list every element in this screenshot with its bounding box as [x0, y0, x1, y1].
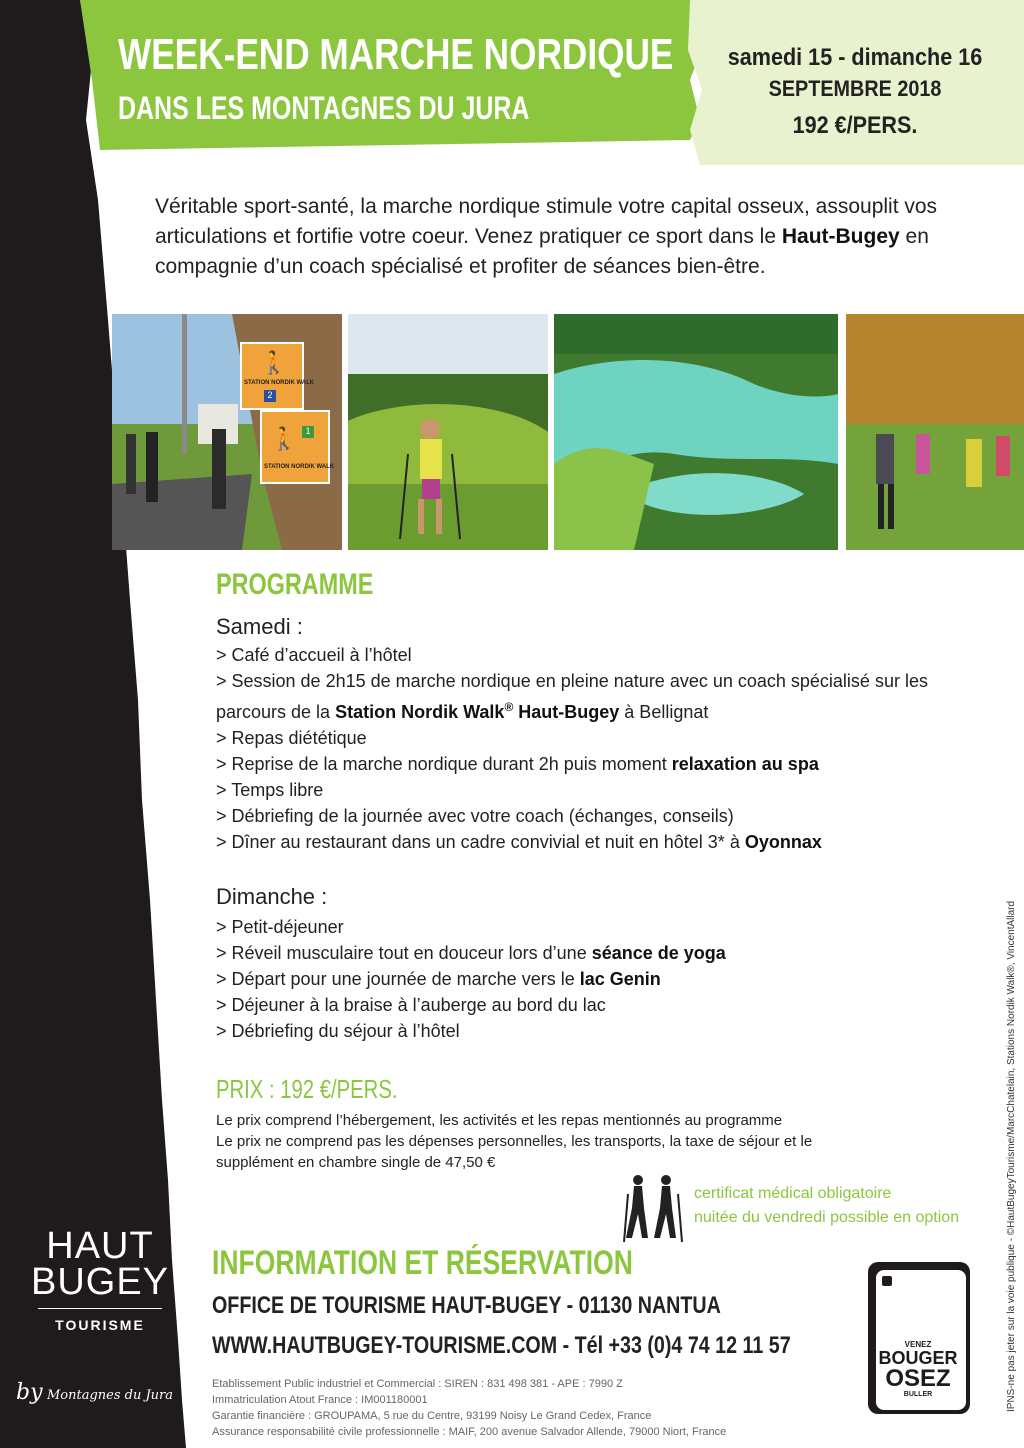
sun-item-3: > Départ pour une journée de marche vers le lac Genin — [216, 969, 661, 989]
photo-woman-illustration — [348, 314, 548, 550]
phone-number: Tél +33 (0)4 74 12 11 57 — [574, 1332, 791, 1359]
contact-line — [212, 1332, 791, 1360]
saturday-list — [216, 642, 1006, 855]
sun-item-4: > Déjeuner à la braise à l’auberge au bord du lac — [216, 995, 606, 1015]
sign-1-title: STATION NORDIK WALK — [244, 380, 315, 386]
walker-icon: 🚶 — [260, 350, 288, 375]
office-address: OFFICE DE TOURISME HAUT-BUGEY - 01130 NANTUA — [212, 1292, 721, 1319]
price-line-3: supplément en chambre single de 47,50 € — [216, 1154, 496, 1171]
logo-montagnes: Montagnes du Jura — [46, 1388, 174, 1403]
sign-1-number: 2 — [264, 390, 276, 402]
venez-bouger-osez-logo — [868, 1262, 970, 1414]
sun-item-5: > Débriefing du séjour à l’hôtel — [216, 1021, 460, 1041]
logo-osez: OSEZ — [885, 1365, 951, 1392]
sign-station-1 — [260, 410, 335, 484]
nordic-walkers-icon — [622, 1172, 684, 1244]
sign-station-2 — [240, 342, 315, 410]
sign-2-number: 1 — [302, 426, 314, 438]
programme-title: PROGRAMME — [216, 568, 374, 601]
logo-square — [882, 1276, 892, 1286]
photo-group-stretching — [846, 314, 1024, 550]
intro-text-2: en compagnie d’un coach spécialisé et profiter de séances bien-être. — [155, 225, 929, 278]
sun-item-2: > Réveil musculaire tout en douceur lors d’une séance de yoga — [216, 943, 726, 963]
haut-bugey-logo — [30, 1225, 170, 1333]
price-line-2: Le prix ne comprend pas les dépenses personnelles, les transports, la taxe de séjour et le — [216, 1133, 813, 1150]
date-line-2: SEPTEMBRE 2018 — [768, 76, 942, 101]
sat-item-4: > Reprise de la marche nordique durant 2h puis moment relaxation au spa — [216, 754, 819, 774]
logo-bouger: BOUGER — [878, 1348, 958, 1368]
sat-item-2a: > Session de 2h15 de marche nordique en pleine nature avec un coach spécialisé sur les — [216, 671, 928, 691]
title-line-1: WEEK-END MARCHE NORDIQUE — [118, 30, 674, 79]
legal-line-2: Immatriculation Atout France : IM001180001 — [212, 1394, 428, 1406]
date-line-1: samedi 15 - dimanche 16 — [727, 44, 983, 71]
info-title: INFORMATION ET RÉSERVATION — [212, 1244, 633, 1282]
photo-woman-walking — [348, 314, 548, 550]
intro-text-1: Véritable sport-santé, la marche nordique stimule votre capital osseux, assouplit vos articulations et fortifie votre coeur. Venez pratiquer ce sport dans le — [155, 195, 938, 248]
sunday-list — [216, 914, 1006, 1044]
legal-line-1: Etablissement Public industriel et Commercial : SIREN : 831 498 381 - APE : 7990 Z — [212, 1378, 623, 1390]
montagnes-du-jura-logo — [16, 1380, 173, 1405]
photo-signpost-walkers — [112, 314, 342, 550]
logo-by: by — [16, 1380, 43, 1405]
sign-2-title: STATION NORDIK WALK — [264, 464, 335, 470]
title-line-2: DANS LES MONTAGNES DU JURA — [118, 90, 530, 126]
photo-lake-aerial — [554, 314, 838, 550]
logo-tourisme: TOURISME — [55, 1317, 145, 1333]
sat-item-5: > Temps libre — [216, 780, 324, 800]
sat-item-6: > Débriefing de la journée avec votre coach (échanges, conseils) — [216, 806, 734, 826]
photo-group-illustration — [846, 314, 1024, 550]
intro-bold-haut-bugey: Haut-Bugey — [781, 225, 900, 248]
logo-haut: HAUT — [46, 1225, 154, 1267]
event-dates — [700, 44, 1010, 140]
legal-info — [212, 1376, 726, 1440]
photo-lake-illustration — [554, 314, 838, 550]
sun-item-1: > Petit-déjeuner — [216, 917, 344, 937]
legal-line-4: Assurance responsabilité civile professionnelle : MAIF, 200 avenue Salvador Allende, 79000 Niort, France — [212, 1426, 727, 1438]
logo-buller: BULLER — [903, 1391, 933, 1398]
sat-item-2b: parcours de la Station Nordik Walk® Haut-Bugey à Bellignat — [216, 700, 709, 722]
sat-item-3: > Repas diététique — [216, 728, 367, 748]
logo-bugey: BUGEY — [30, 1261, 170, 1303]
saturday-label: Samedi : — [216, 614, 303, 639]
logo-venez: VENEZ — [904, 1340, 932, 1349]
header-price: 192 €/PERS. — [792, 112, 918, 139]
sat-item-7: > Dîner au restaurant dans un cadre convivial et nuit en hôtel 3* à Oyonnax — [216, 832, 822, 852]
intro-paragraph — [155, 192, 995, 282]
website-link[interactable]: WWW.HAUTBUGEY-TOURISME.COM - — [212, 1332, 575, 1359]
notes — [694, 1182, 959, 1230]
sat-item-1: > Café d’accueil à l’hôtel — [216, 645, 412, 665]
price-line-1: Le prix comprend l’hébergement, les activités et les repas mentionnés au programme — [216, 1112, 783, 1129]
note-certificate: certificat médical obligatoire — [694, 1185, 892, 1202]
sunday-label: Dimanche : — [216, 884, 328, 909]
legal-line-3: Garantie financière : GROUPAMA, 5 rue du Centre, 93199 Noisy Le Grand Cedex, France — [212, 1410, 652, 1422]
price-title: PRIX : 192 €/PERS. — [216, 1074, 398, 1104]
walker-icon-2: 🚶 — [270, 426, 298, 451]
price-details — [216, 1110, 976, 1173]
photo-credits: IPNS-ne pas jeter sur la voie publique - ©HautBugeyTourisme/MarcChatelain, Stations Nordik Walk®, VincentAllard — [1006, 900, 1017, 1412]
note-friday-night: nuitée du vendredi possible en option — [694, 1209, 960, 1226]
